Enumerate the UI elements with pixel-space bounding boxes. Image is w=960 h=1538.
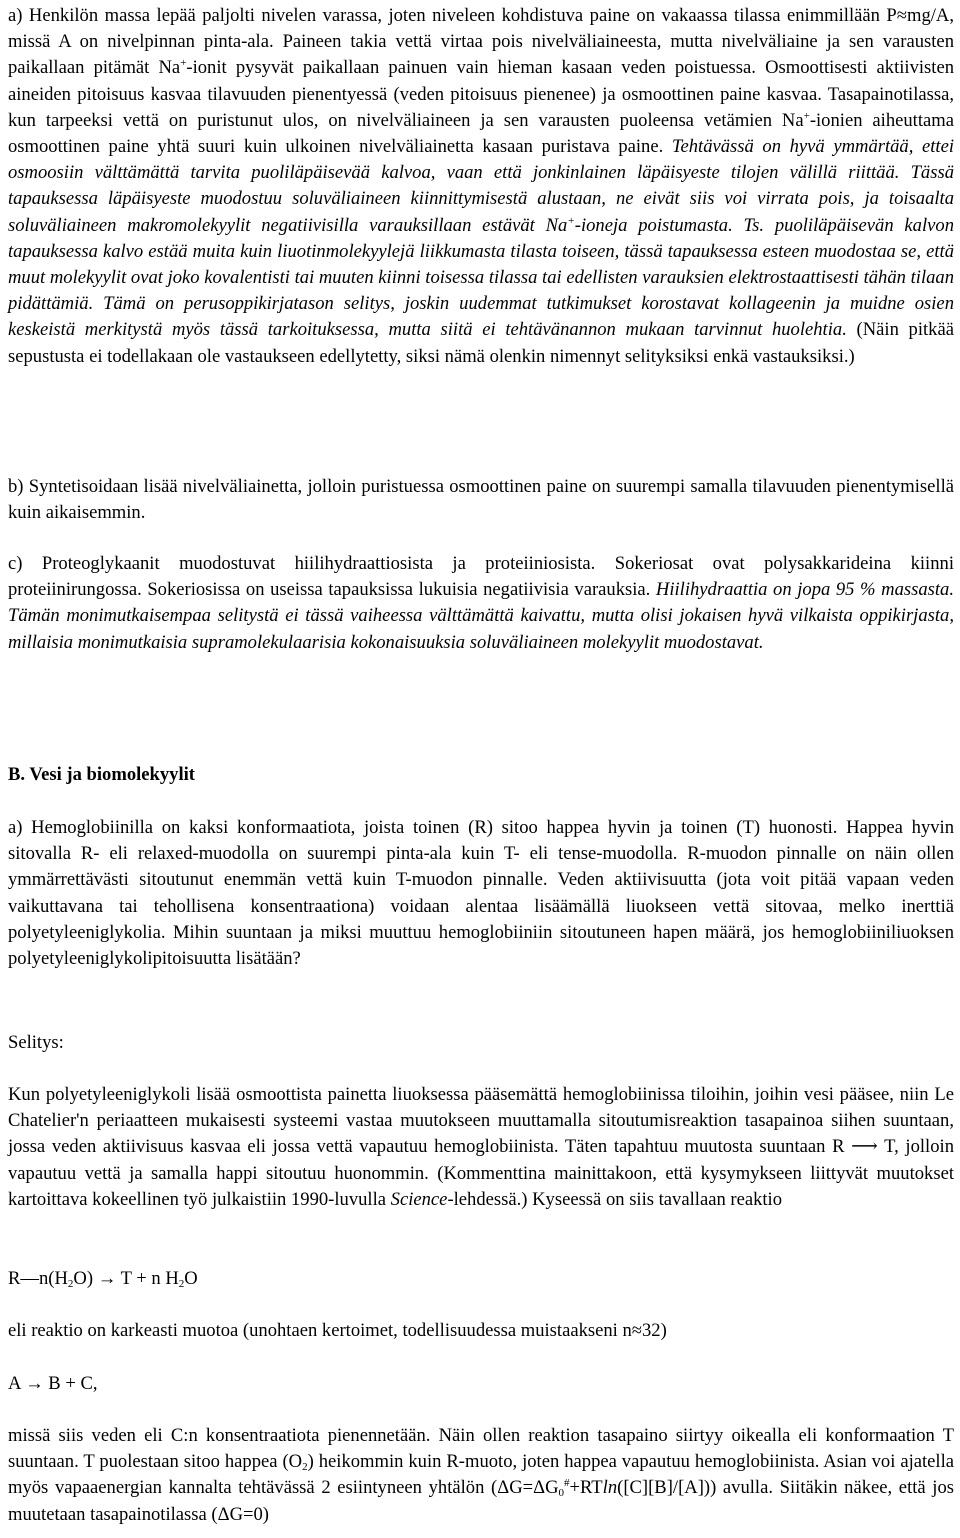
final-paragraph — [8, 1423, 954, 1528]
arrow-icon: → — [25, 1373, 44, 1394]
superscript: # — [564, 1477, 570, 1490]
text-run: mg/A, missä A on nivelpinnan pinta-ala. Paineen takia vettä virtaa pois nivelväliaineesta, mutta nivelväliaine ja sen varausten paikallaan pitämät Na — [8, 5, 954, 79]
text-run: O) — [73, 1268, 98, 1289]
reactant: R — [8, 1268, 21, 1289]
italic-text-run: -ioneja poistumasta. Ts. puoliläpäisevän kalvon tapauksessa kalvo estää muita kuin liuotinmolekyylejä liikkumasta tilasta toiseen, tässä tapauksessa esteen muodostaa se, että muut molekyylit ovat joko kovalentisti tai muuten kiinni toisessa tilassa tai edellisten varauksien elektrostaattisesti tähän tilaan pidättämiä. Tämä on perusoppikirjatason selitys, joskin uudemmat tutkimukset korostavat kollageenin ja muidne osien keskeistä merkitystä myös tässä tarkoituksessa, mutta siitä ei tehtävänannon mukaan tarvinnut huolehtia. — [8, 214, 954, 341]
selitys-label: Selitys: — [8, 1032, 64, 1053]
approx-line — [8, 1318, 954, 1344]
text-run: -ionit pysyvät paikallaan painuen vain hieman kasaan veden poistuessa. Osmoottisesti aktiivisten aineiden pitoisuus kasvaa tilavuuden pienentyessä (veden pitoisuus pienenee) ja osmoottinen paine kasvaa. Tasapainotilassa, kun tarpeeksi vettä on puristunut ulos, on nivelväliaineen ja sen varausten puoleensa vetämien Na — [8, 57, 955, 131]
question-a: a) Hemoglobiinilla on kaksi konformaatiota, joista toinen (R) sitoo happea hyvin ja toinen (T) huonosti. Happea hyvin sitovalla R- eli relaxed-muodolla on suurempi pinta-ala kuin T- eli tense-muodolla. R-muodon pinnalle on näin ollen ymmärrettävästi sitoutunut enemmän vettä kuin T-muodon pinnalle. Veden aktiivisuutta (jota voit pitää vapaan veden vaikuttavana tai tehollisena konsentraationa) voidaan alentaa lisäämällä liuokseen vettä sitovaa, melko inerttiä polyetyleeniglykolia. Mihin suuntaan ja miksi muuttuu hemoglobiiniin sitoutuneen hapen määrä, jos hemoglobiiniliuoksen polyetyleeniglykolipitoisuutta lisätään? — [8, 817, 954, 970]
text-run: missä siis veden eli C:n konsentraatiota pienennetään. Näin ollen reaktion tasapaino siirtyy oikealla eli konformaation T suuntaan. T puolestaan sitoo happea (O — [8, 1425, 954, 1473]
delta-symbol: Δ — [217, 1503, 230, 1525]
superscript: + — [567, 214, 575, 227]
text-run: n(H — [39, 1268, 68, 1289]
text-run: eli reaktio on karkeasti muotoa (unohtaen kertoimet, todellisuudessa muistaakseni n — [8, 1320, 632, 1341]
heading-section-b: B. Vesi ja biomolekyylit — [8, 764, 195, 785]
text-run: B + C, — [43, 1373, 98, 1394]
bond-dash: — — [20, 1268, 39, 1289]
text-run: ) heikommin kuin R-muoto, joten happea vapautuu hemoglobiinista. Asian voi ajatella myös vapaaenergian kannalta tehtävässä 2 esiintyneen yhtälön ( — [8, 1451, 954, 1499]
text-run: O — [184, 1268, 198, 1289]
text-run: 32) — [641, 1320, 667, 1341]
paragraph-section-a — [8, 3, 954, 370]
delta-symbol: Δ — [533, 1477, 546, 1499]
paragraph-section-b: b) Syntetisoidaan lisää nivelväliainetta, jolloin puristuessa osmoottinen paine on suurempi samalla tilavuuden pienentymisellä kuin aikaisemmin. — [8, 476, 954, 524]
arrow-icon: ⟶ — [851, 1136, 878, 1158]
journal-name: Science — [390, 1188, 448, 1210]
text-run: +RT — [569, 1477, 603, 1499]
answer-paragraph — [8, 1082, 954, 1213]
paragraph-section-c — [8, 551, 954, 656]
reaction-equation-1 — [8, 1266, 954, 1292]
approx-symbol: ≈ — [896, 5, 907, 26]
approx-symbol: ≈ — [631, 1320, 642, 1341]
superscript: + — [803, 109, 810, 122]
text-run: c) Proteoglykaanit muodostuvat hiilihydraattiosista ja proteiiniosista. Sokeriosat ovat polysakkarideina kiinni proteiinirungossa. Sokeriosissa on useissa tapauksissa lukuisia negatiivisia varauksia. — [8, 553, 954, 601]
subscript: 2 — [302, 1461, 308, 1474]
text-run: (Näin pitkää sepustusta ei todellakaan ole vastaukseen edellytetty, siksi nämä olenkin nimennyt selityksiksi enkä vastauksiksi.) — [8, 319, 954, 367]
subscript: 2 — [178, 1278, 185, 1290]
reaction-equation-2 — [8, 1371, 954, 1397]
text-run: G=0) — [229, 1503, 269, 1525]
text-run: -ionien aiheuttama osmoottinen paine yhtä suuri kuin ulkoinen nivelväliainetta kasaan puristava paine. — [8, 109, 954, 158]
text-run: G= — [509, 1477, 534, 1499]
text-run: -lehdessä.) Kyseessä on siis tavallaan reaktio — [447, 1188, 783, 1210]
text-run: A — [8, 1373, 26, 1394]
italic-text-run: Tehtävässä on hyvä ymmärtää, ettei osmoosiin välttämättä tarvita puoliläpäisevää kalvoa, vaan että jonkinlainen läpäisyeste tilojen välillä riittää. Tässä tapauksessa läpäisyeste muodostuu soluväliaineen kiinnittymisestä alustaan, ne eivät siis voi virrata pois, ja toisaalta soluväliaineen makromolekyylit negatiivisilla varauksillaan estävät Na — [8, 136, 954, 236]
text-run: G — [545, 1477, 559, 1499]
ln-function: ln — [602, 1477, 618, 1499]
text-run: T, jolloin vapautuu vettä ja samalla happi sitoutuu huonommin. (Kommenttina mainittakoon, että kysymykseen liittyvät muutokset kartoittava kokeellinen työ julkaistiin 1990-luvulla — [8, 1136, 954, 1210]
italic-text-run: Hiilihydraattia on jopa 95 % massasta. Tämän monimutkaisempaa selitystä ei tässä vaiheessa välttämättä kaivattu, mutta olisi jokaisen hyvä vilkaista oppikirjasta, millaisia monimutkaisia supramolekulaarisia kokonaisuuksia soluväliaineen molekyylit muodostavat. — [8, 579, 954, 653]
subscript: 0 — [558, 1487, 565, 1500]
subscript: 2 — [67, 1278, 74, 1290]
arrow-icon: → — [97, 1268, 117, 1289]
text-run: ([C][B]/[A])) avulla. Siitäkin näkee, että jos muutetaan tasapainotilassa ( — [8, 1477, 955, 1525]
superscript: + — [180, 57, 187, 70]
text-run: a) Henkilön massa lepää paljolti nivelen varassa, joten niveleen kohdistuva paine on vakaassa tilassa enimmillään P — [8, 5, 897, 26]
delta-symbol: Δ — [497, 1477, 510, 1499]
text-run: Kun polyetyleeniglykoli lisää osmoottista painetta liuoksessa pääsemättä hemoglobiinissa tiloihin, joihin vesi pääsee, niin Le Chatelier'n periaatteen mukaisesti systeemi vastaa muutokseen muuttamalla sitoutumisreaktion tasapainoa siihen suuntaan, jossa veden aktiivisuus kasvaa eli jossa vettä vapautuu hemoglobiinista. Täten tapahtuu muutosta suuntaan R — [8, 1084, 954, 1158]
text-run: T + n H — [116, 1268, 179, 1289]
